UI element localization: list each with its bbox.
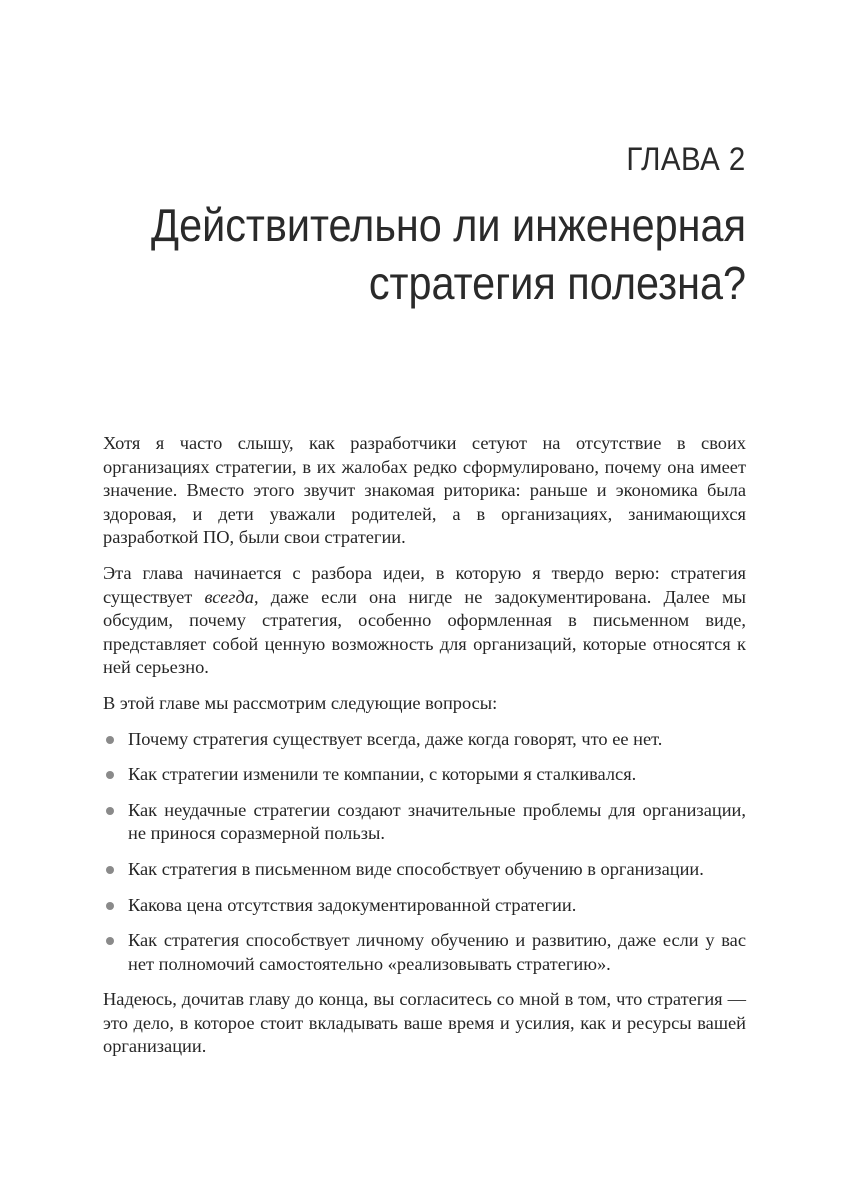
bullet-dot-icon (106, 736, 114, 744)
thesis-paragraph (103, 562, 746, 680)
list-item-text: Как неудачные стратегии создают значительные проблемы для организации, не принося соразмерной пользы. (128, 799, 746, 844)
list-item-text: Какова цена отсутствия задокументированной стратегии. (128, 894, 577, 915)
list-item (103, 763, 746, 787)
list-item (103, 858, 746, 882)
bullet-dot-icon (106, 866, 114, 874)
list-item (103, 728, 746, 752)
thesis-text-start: Эта глава начинается с разбора идеи, в которую я твердо верю: стратегия существует (103, 562, 746, 607)
bullet-dot-icon (106, 902, 114, 910)
bullet-dot-icon (106, 937, 114, 945)
chapter-title-line-2: стратегия полезна? (368, 257, 746, 309)
chapter-body (103, 432, 746, 1071)
chapter-title (46, 196, 746, 312)
list-item-text: Как стратегия в письменном виде способствует обучению в организации. (128, 858, 704, 879)
list-item-text: Почему стратегия существует всегда, даже когда говорят, что ее нет. (128, 728, 663, 749)
thesis-text-end: , даже если она нигде не задокументирована. Далее мы обсудим, почему стратегия, особенно оформленная в письменном виде, представляет собой ценную возможность для организаций, которые относятся к ней серьезно. (103, 586, 747, 678)
bullet-dot-icon (106, 771, 114, 779)
chapter-label: ГЛАВА 2 (626, 141, 746, 177)
questions-intro-paragraph: В этой главе мы рассмотрим следующие вопросы: (103, 692, 498, 713)
bullet-dot-icon (106, 807, 114, 815)
emphasis-always: всегда (204, 586, 254, 607)
questions-list (103, 728, 746, 977)
list-item-text: Как стратегия способствует личному обучению и развитию, даже если у вас нет полномочий самостоятельно «реализовывать стратегию». (128, 930, 746, 974)
intro-paragraph: Хотя я часто слышу, как разработчики сетуют на отсутствие в своих организациях стратегии, в их жалобах редко сформулировано, почему она имеет значение. Вместо этого звучит знакомая риторика: раньше и экономика была здоровая, и дети уважали родителей, а в организациях, занимающихся разработкой ПО, были свои стратегии. (103, 433, 746, 548)
list-item (103, 799, 746, 846)
list-item (103, 929, 746, 976)
chapter-title-line-1: Действительно ли инженерная (151, 199, 746, 251)
list-item (103, 894, 746, 918)
list-item-text: Как стратегии изменили те компании, с которыми я сталкивался. (128, 764, 637, 785)
closing-paragraph: Надеюсь, дочитав главу до конца, вы согласитесь со мной в том, что стратегия — это дело, в которое стоит вкладывать ваше время и усилия, как и ресурсы вашей организации. (103, 989, 746, 1057)
